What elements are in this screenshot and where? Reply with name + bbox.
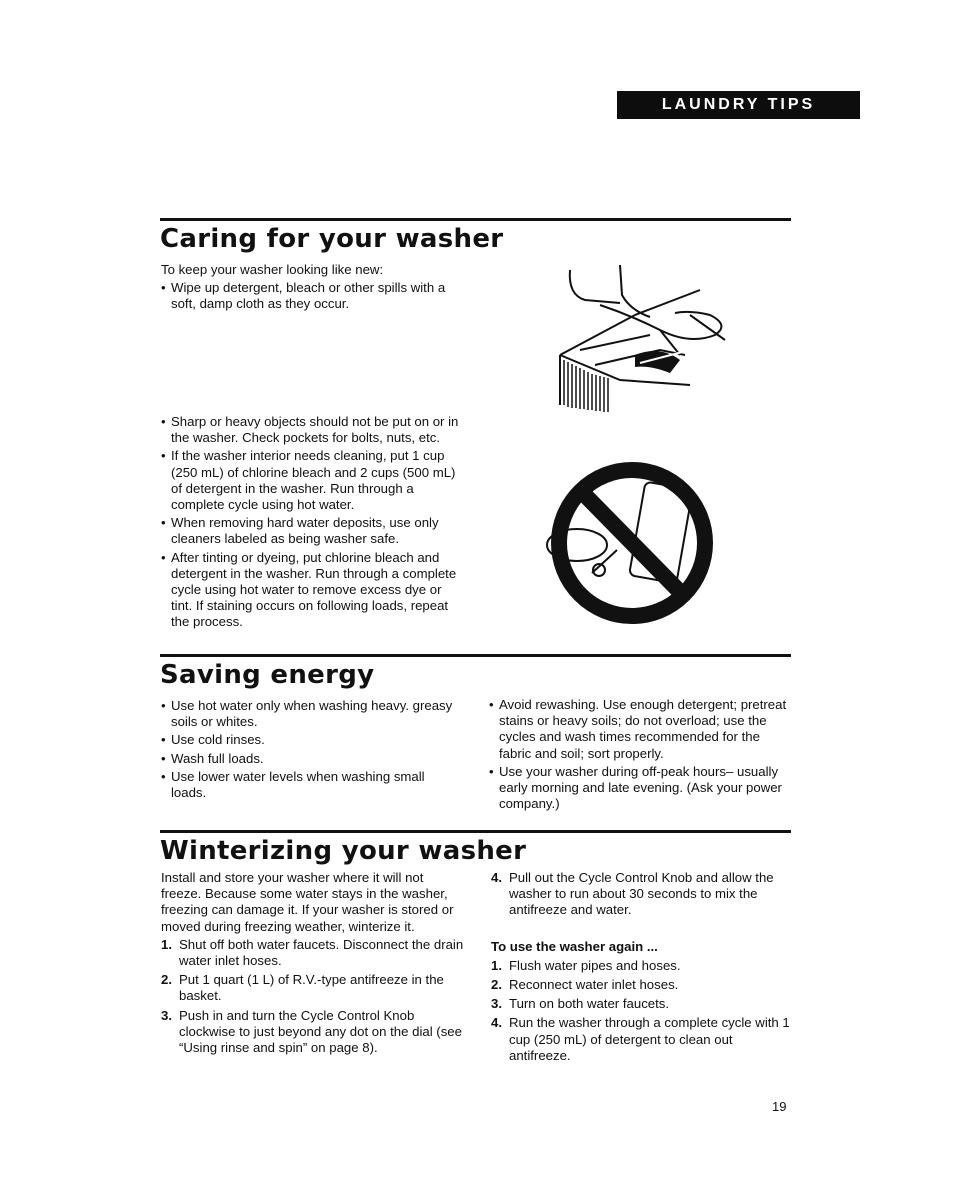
no-sharp-objects-icon xyxy=(537,455,722,630)
section-rule xyxy=(160,830,791,833)
list-item: • After tinting or dyeing, put chlorine bleach and detergent in the washer. Run through a complete cycle using hot water to remove excess dye or tint. If staining occurs on following loads, repeat the process. xyxy=(161,550,461,631)
caring-bottom-text xyxy=(161,414,461,633)
winter-steps-list xyxy=(161,937,467,1056)
list-item: 1. Flush water pipes and hoses. xyxy=(491,957,681,973)
caring-top-text xyxy=(161,262,471,315)
caring-intro: To keep your washer looking like new: xyxy=(161,262,384,277)
list-item: 4. Pull out the Cycle Control Knob and allow the washer to run about 30 seconds to mix the antifreeze and water. xyxy=(491,870,774,918)
list-item: • Wash full loads. xyxy=(161,751,461,767)
list-item: 2. Reconnect water inlet hoses. xyxy=(491,977,679,993)
list-item: • Avoid rewashing. Use enough detergent; pretreat stains or heavy soils; do not overload; use the cycles and wash times recommended for the fabric and soil; sort properly. xyxy=(489,697,791,762)
list-item: • Wipe up detergent, bleach or other spills with a soft, damp cloth as they occur. xyxy=(161,280,471,312)
wiping-washer-illustration xyxy=(540,255,740,415)
saving-right-text xyxy=(489,697,791,814)
winter-intro: Install and store your washer where it will not freeze. Because some water stays in the washer, freezing can damage it. If your washer is stored or moved during freezing weather, winterize it. xyxy=(161,870,454,934)
list-item: 2. Put 1 quart (1 L) of R.V.-type antifreeze in the basket. xyxy=(161,972,444,1004)
section-tab: LAUNDRY TIPS xyxy=(617,91,860,119)
list-item: 1. Shut off both water faucets. Disconnect the drain water inlet hoses. xyxy=(161,936,464,969)
caring-title: Caring for your washer xyxy=(160,224,504,254)
caring-bottom-list xyxy=(161,414,461,631)
winter-title: Winterizing your washer xyxy=(160,836,527,866)
list-item: 3. Turn on both water faucets. xyxy=(491,996,670,1012)
page-number: 19 xyxy=(772,1099,787,1114)
saving-right-list xyxy=(489,697,791,812)
winter-right-text xyxy=(491,870,791,1067)
list-item: • Use your washer during off-peak hours– usually early morning and late evening. (Ask your power company.) xyxy=(489,764,791,813)
saving-title: Saving energy xyxy=(160,660,375,690)
winter-steps-list-cont xyxy=(491,870,791,919)
winter-left-text xyxy=(161,870,467,1059)
list-item: • If the washer interior needs cleaning, put 1 cup (250 mL) of chlorine bleach and 2 cups (500 mL) of detergent in the washer. Run through a complete cycle using hot water. xyxy=(161,448,461,513)
list-item: • Use cold rinses. xyxy=(161,732,461,748)
again-steps-list xyxy=(491,958,791,1064)
list-item: 4. Run the washer through a complete cycle with 1 cup (250 mL) of detergent to clean out antifreeze. xyxy=(491,1015,790,1063)
caring-top-list xyxy=(161,280,471,312)
saving-left-text xyxy=(161,698,461,803)
section-rule xyxy=(160,654,791,657)
list-item: • Use hot water only when washing heavy. greasy soils or whites. xyxy=(161,698,461,730)
saving-left-list xyxy=(161,698,461,801)
section-rule xyxy=(160,218,791,221)
list-item: • Use lower water levels when washing small loads. xyxy=(161,769,461,801)
list-item: • Sharp or heavy objects should not be put on or in the washer. Check pockets for bolts, nuts, etc. xyxy=(161,414,461,446)
list-item: • When removing hard water deposits, use only cleaners labeled as being washer safe. xyxy=(161,515,461,547)
again-heading: To use the washer again ... xyxy=(491,938,658,954)
list-item: 3. Push in and turn the Cycle Control Knob clockwise to just beyond any dot on the dial (see “Using rinse and spin” on page 8). xyxy=(161,1007,462,1056)
